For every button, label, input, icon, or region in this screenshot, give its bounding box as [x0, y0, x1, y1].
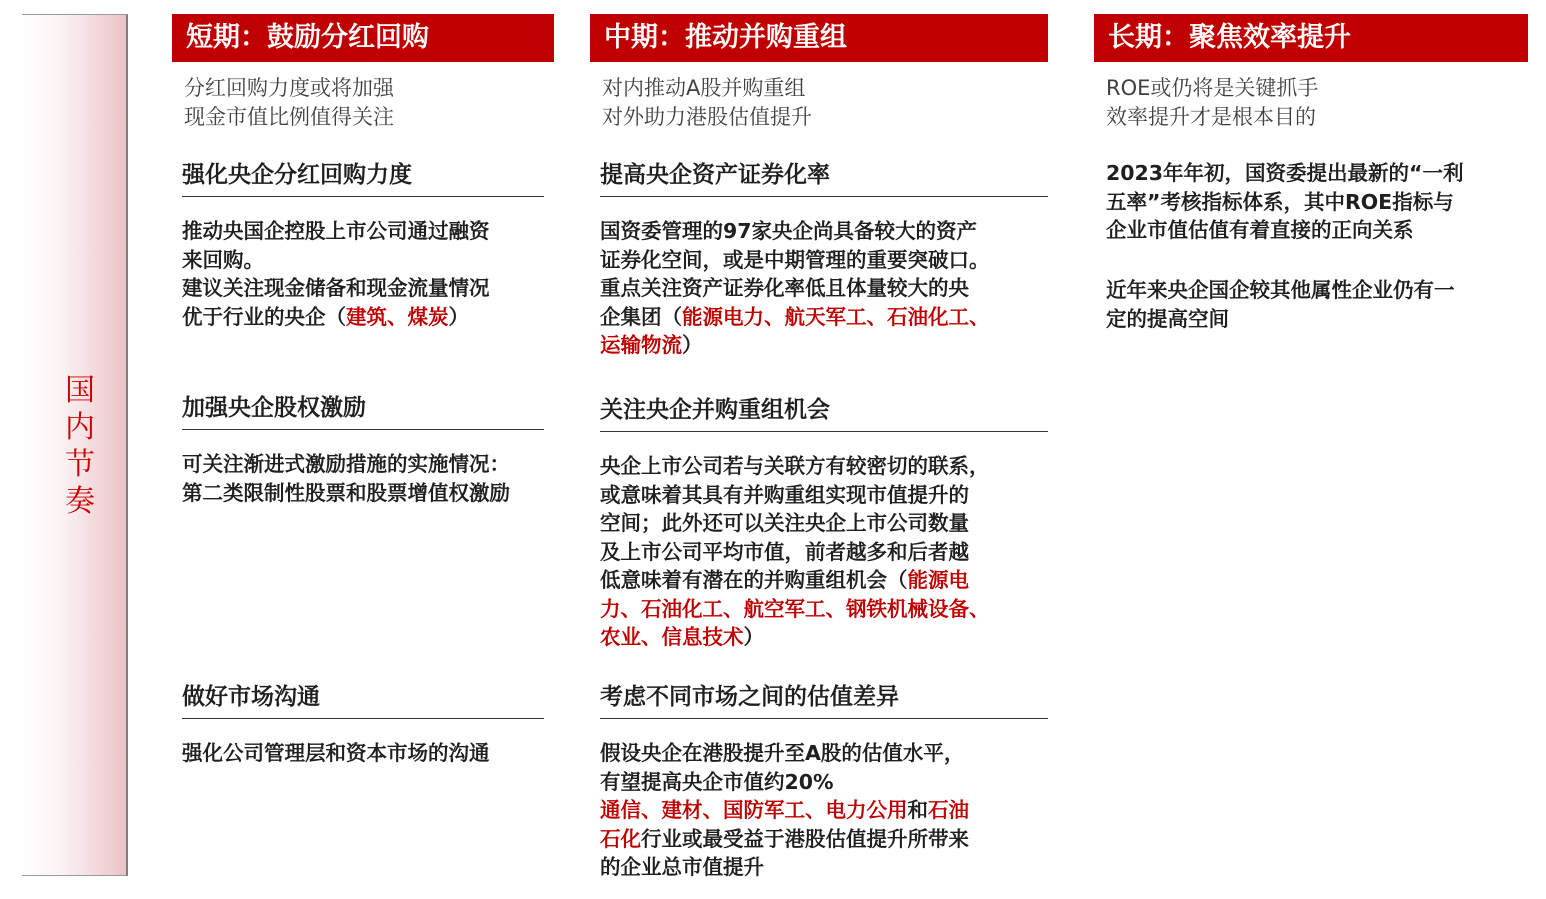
text-line: [600, 217, 1048, 246]
block-mergers-acquisitions: [600, 395, 1048, 652]
body-text: 有望提高央企市值约20%: [600, 769, 834, 794]
block-market-communication: [182, 682, 544, 768]
side-title: 国内节奏: [65, 373, 95, 519]
text-line: [182, 739, 544, 768]
text-line: [600, 825, 1048, 854]
highlight-text: 石油: [928, 798, 969, 822]
body-text: 企业市值估值有着直接的正向关系: [1106, 218, 1414, 242]
body-text: 近年来央企国企较其他属性企业仍有一: [1106, 278, 1455, 302]
body-text: 行业或最受益于港股估值提升所带来: [641, 826, 969, 851]
block-body: [600, 452, 1048, 652]
text-line: [182, 274, 544, 303]
body-text: 建议关注现金储备和现金流量情况: [182, 276, 490, 300]
body-text: 可关注渐进式激励措施的实施情况：: [182, 452, 510, 476]
body-text: ）: [743, 625, 764, 649]
text-line: [600, 739, 1048, 768]
highlight-text: 通信、建材、国防军工、电力公用: [600, 798, 908, 822]
column-mid-term: [590, 14, 1050, 879]
block-title: 做好市场沟通: [182, 682, 544, 719]
body-text: 的企业总市值提升: [600, 855, 764, 879]
text-line: [1106, 159, 1464, 188]
highlight-text: 能源电: [907, 568, 969, 592]
highlight-text: 能源电力、航天军工、石油化工、: [682, 304, 990, 329]
text-line: [600, 623, 1048, 652]
text-line: [182, 217, 544, 246]
summary-line: 效率提升才是根本目的: [1106, 105, 1316, 129]
text-line: [182, 246, 544, 275]
body-text: 第二类限制性股票和股票增值权激励: [182, 480, 510, 505]
block-dividend-buyback: [182, 160, 544, 331]
long-term-summary: [1094, 74, 1528, 132]
body-text: ）: [448, 304, 469, 329]
body-text: 强化公司管理层和资本市场的沟通: [182, 741, 490, 765]
block-body: [182, 217, 544, 331]
body-text: ）: [682, 333, 703, 357]
block-title: 考虑不同市场之间的估值差异: [600, 682, 1048, 719]
long-term-header: 长期：聚焦效率提升: [1094, 14, 1528, 62]
text-line: [600, 481, 1048, 510]
short-term-header: 短期：鼓励分红回购: [172, 14, 554, 62]
body-text: 定的提高空间: [1106, 306, 1229, 331]
text-line: [600, 303, 1048, 332]
summary-line: ROE或仍将是关键抓手: [1106, 76, 1319, 100]
text-line: [600, 768, 1048, 797]
highlight-text: 力、石油化工、航空军工、钢铁机械设备、: [600, 596, 990, 621]
long-paragraph-gap: [1106, 276, 1455, 333]
text-line: [1106, 305, 1455, 334]
text-line: [1106, 276, 1455, 305]
block-body: [600, 739, 1048, 882]
body-text: 假设央企在港股提升至A股的估值水平，: [600, 741, 965, 765]
body-text: 央企上市公司若与关联方有较密切的联系，: [600, 454, 990, 478]
highlight-text: 石化: [600, 826, 641, 851]
block-body: [182, 739, 544, 768]
body-text: 来回购。: [182, 247, 264, 272]
mid-term-summary: [590, 74, 1050, 132]
block-body: [600, 217, 1048, 360]
body-text: 证券化空间，或是中期管理的重要突破口。: [600, 247, 990, 272]
block-asset-securitization: [600, 160, 1048, 360]
block-title: 加强央企股权激励: [182, 393, 544, 430]
block-equity-incentive: [182, 393, 544, 507]
body-text: 企集团（: [600, 304, 682, 329]
text-line: [600, 246, 1048, 275]
text-line: [600, 274, 1048, 303]
body-text: 及上市公司平均市值，前者越多和后者越: [600, 539, 969, 564]
block-body: [182, 450, 544, 507]
body-text: 优于行业的央企（: [182, 304, 346, 329]
block-title: 提高央企资产证券化率: [600, 160, 1048, 197]
text-line: [600, 566, 1048, 595]
body-text: 重点关注资产证券化率低且体量较大的央: [600, 276, 969, 300]
text-line: [1106, 188, 1464, 217]
body-text: 或意味着其具有并购重组实现市值提升的: [600, 482, 969, 507]
column-long-term: [1094, 14, 1528, 331]
summary-line: 分红回购力度或将加强: [184, 76, 394, 100]
body-text: 和: [907, 798, 928, 822]
text-line: [600, 595, 1048, 624]
body-text: 低意味着有潜在的并购重组机会（: [600, 568, 908, 592]
block-title: 强化央企分红回购力度: [182, 160, 544, 197]
body-text: 推动央国企控股上市公司通过融资: [182, 219, 490, 243]
body-text: 空间；此外还可以关注央企上市公司数量: [600, 511, 969, 535]
body-text: 国资委管理的97家央企尚具备较大的资产: [600, 219, 978, 243]
body-text: 五率”考核指标体系，其中ROE指标与: [1106, 189, 1454, 214]
text-line: [1106, 216, 1464, 245]
highlight-text: 建筑、煤炭: [346, 304, 449, 329]
short-term-summary: [172, 74, 567, 132]
highlight-text: 运输物流: [600, 333, 682, 357]
column-short-term: [172, 14, 567, 765]
text-line: [600, 452, 1048, 481]
long-paragraph-roe: [1106, 159, 1464, 245]
block-title: 关注央企并购重组机会: [600, 395, 1048, 432]
text-line: [600, 331, 1048, 360]
text-line: [600, 796, 1048, 825]
summary-line: 对内推动A股并购重组: [602, 76, 806, 100]
text-line: [600, 509, 1048, 538]
text-line: [600, 853, 1048, 882]
body-text: 2023年年初，国资委提出最新的“一利: [1106, 161, 1464, 185]
mid-term-header: 中期：推动并购重组: [590, 14, 1048, 62]
text-line: [182, 303, 544, 332]
summary-line: 现金市值比例值得关注: [184, 105, 394, 129]
text-line: [600, 538, 1048, 567]
text-line: [182, 479, 544, 508]
summary-line: 对外助力港股估值提升: [602, 105, 812, 129]
text-line: [182, 450, 544, 479]
highlight-text: 农业、信息技术: [600, 625, 744, 649]
block-valuation-gap: [600, 682, 1048, 882]
